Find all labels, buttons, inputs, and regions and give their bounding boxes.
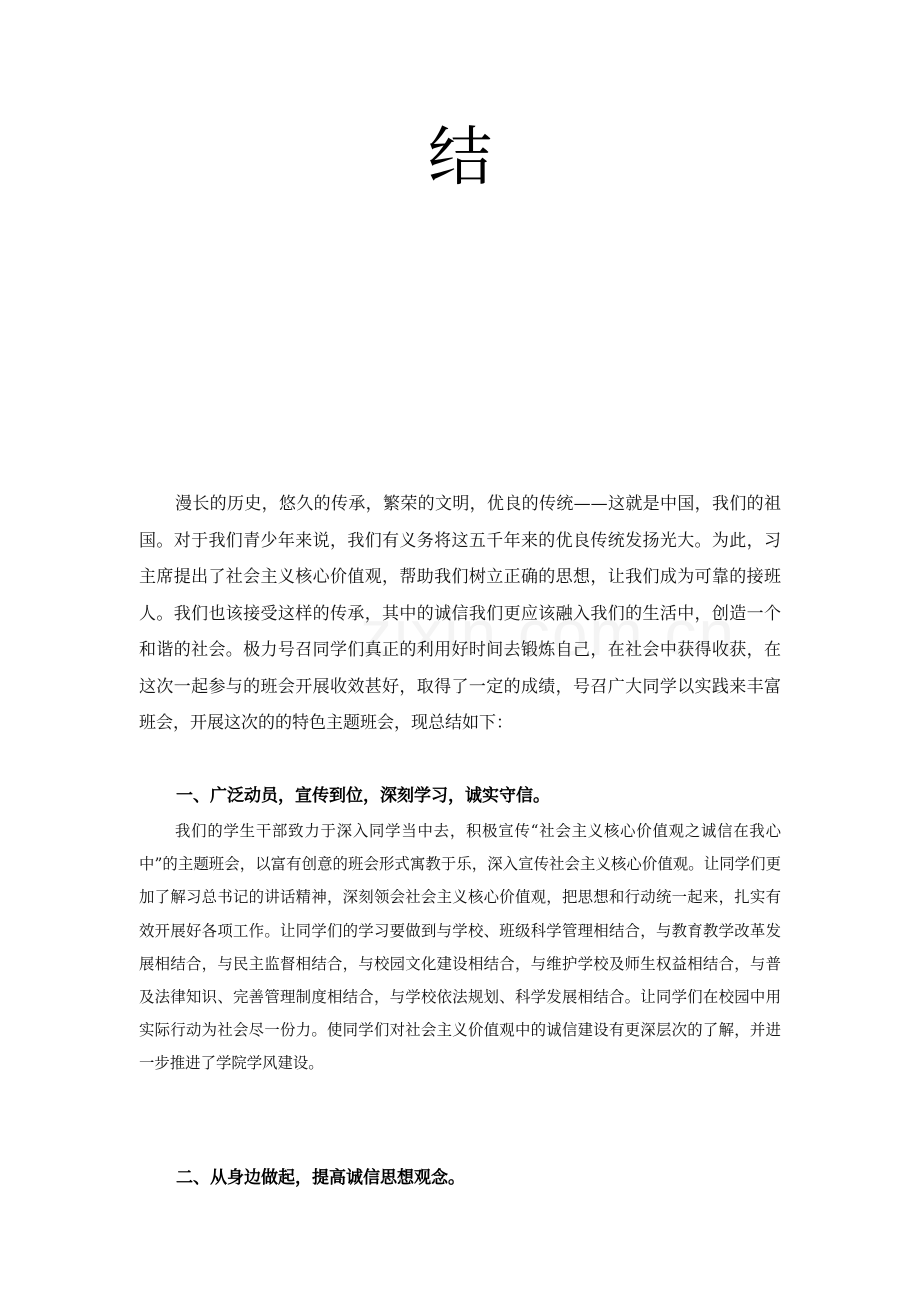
section1-body: 我们的学生干部致力于深入同学当中去，积极宣传“社会主义核心价值观之诚信在我心中”的主题班会，以富有创意的班会形式寓教于乐，深入宣传社会主义核心价值观。让同学们更加了解习总书记的讲话精神，深刻领会社会主义核心价值观，把思想和行动统一起来，扎实有效开展好各项工作。让同学们的学习要做到与学校、班级科学管理相结合，与教育教学改革发展相结合，与民主监督相结合，与校园文化建设相结合，与维护学校及师生权益相结合，与普及法律知识、完善管理制度相结合，与学校依法规划、科学发展相结合。让同学们在校园中用实际行动为社会尽一份力。使同学们对社会主义价值观中的诚信建设有更深层次的了解，并进一步推进了学院学风建设。 [139,822,781,1073]
section1-heading: 一、广泛动员，宣传到位，深刻学习，诚实守信。 [176,786,550,806]
intro-paragraph: 漫长的历史，悠久的传承，繁荣的文明，优良的传统——这就是中国，我们的祖国。对于我们青少年来说，我们有义务将这五千年来的优良传统发扬光大。为此，习主席提出了社会主义核心价值观，帮助我们树立正确的思想，让我们成为可靠的接班人。我们也该接受这样的传承，其中的诚信我们更应该融入我们的生活中，创造一个和谐的社会。极力号召同学们真正的利用好时间去锻炼自己，在社会中获得收获，在这次一起参与的班会开展收效甚好，取得了一定的成绩，号召广大同学以实践来丰富班会，开展这次的的特色主题班会，现总结如下： [139,494,781,733]
document-title: 结 [428,121,492,195]
section2-heading: 二、从身边做起，提高诚信思想观念。 [176,1168,465,1188]
